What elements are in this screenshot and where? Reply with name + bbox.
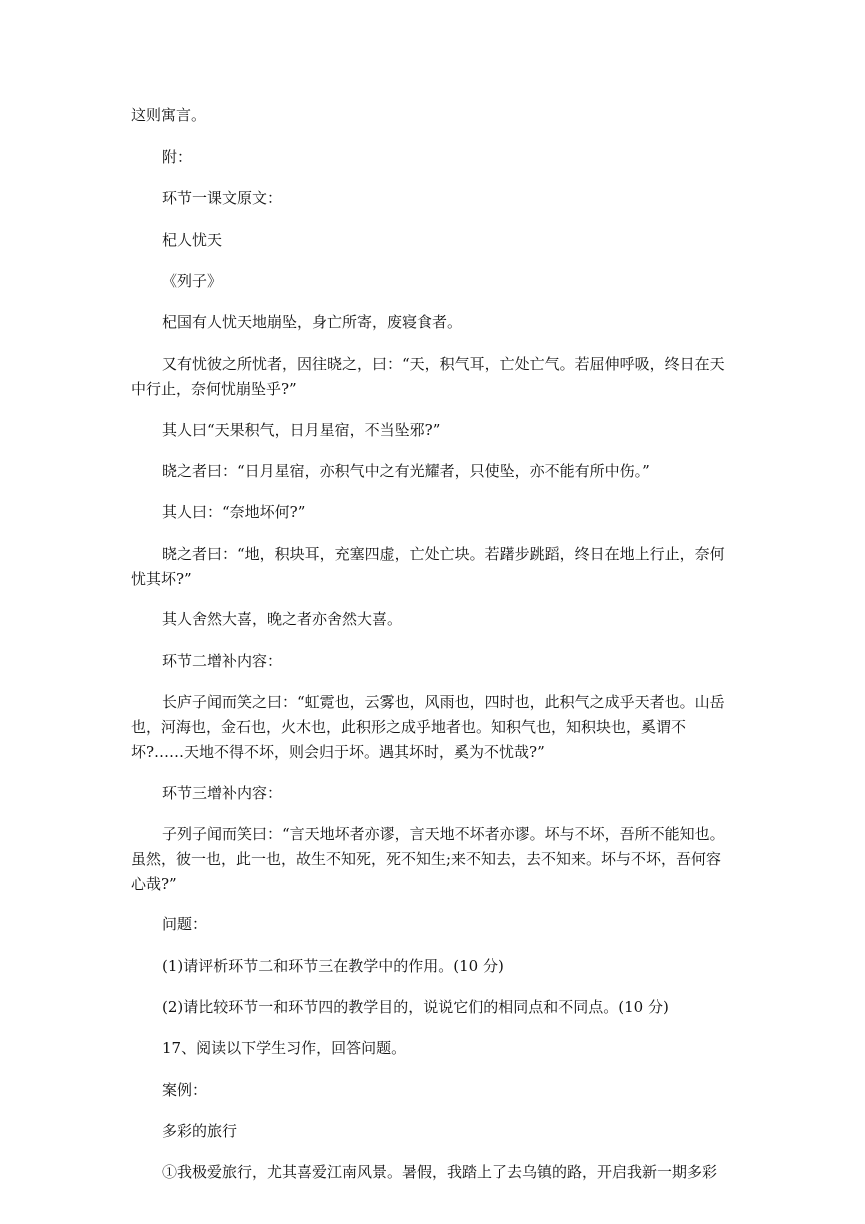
paragraph-question-1: (1)请评析环节二和环节三在教学中的作用。(10 分) <box>162 957 504 975</box>
paragraph-case-label: 案例： <box>162 1081 208 1099</box>
paragraph-text-1: 杞国有人忧天地崩坠，身亡所寄，废寝食者。 <box>162 313 463 331</box>
paragraph-text-7: 其人舍然大喜，晚之者亦舍然大喜。 <box>162 610 403 628</box>
paragraph-step3-heading: 环节三增补内容： <box>162 784 283 802</box>
paragraph-step2-content: 长庐子闻而笑之曰：“虹霓也，云雾也，风雨也，四时也，此积气之成乎天者也。山岳也，河海也，金石也，火木也，此积形之成乎地者也。知积气也，知积块也，奚谓不坏?……天地不得不坏，则会归于坏。遇其坏时，奚为不忧哉?” <box>131 693 725 761</box>
paragraph-question-2: (2)请比较环节一和环节四的教学目的，说说它们的相同点和不同点。(10 分) <box>162 998 669 1016</box>
paragraph-text-source: 《列子》 <box>162 272 223 290</box>
paragraph-step1-heading: 环节一课文原文： <box>162 189 283 207</box>
paragraph-item-17: 17、阅读以下学生习作，回答问题。 <box>162 1039 407 1057</box>
paragraph-text-3: 其人曰“天果积气，日月星宿，不当坠邪?” <box>162 421 441 439</box>
paragraph-step2-heading: 环节二增补内容： <box>162 652 283 670</box>
paragraph-text-2: 又有忧彼之所忧者，因往晓之，曰：“天，积气耳，亡处亡气。若屈伸呼吸，终日在天中行止，奈何忧崩坠乎?” <box>131 355 725 398</box>
paragraph-appendix-label: 附： <box>162 148 193 166</box>
paragraph-text-5: 其人曰：“奈地坏何?” <box>162 503 306 521</box>
paragraph-question-label: 问题： <box>162 915 208 933</box>
paragraph-fable-end: 这则寓言。 <box>131 106 207 124</box>
paragraph-essay-title: 多彩的旅行 <box>162 1122 238 1140</box>
paragraph-text-6: 晓之者曰：“地，积块耳，充塞四虚，亡处亡块。若躇步跳蹈，终日在地上行止，奈何忧其坏?” <box>131 545 725 588</box>
paragraph-text-title: 杞人忧天 <box>162 231 223 249</box>
paragraph-essay-1: ①我极爱旅行，尤其喜爱江南风景。暑假，我踏上了去乌镇的路，开启我新一期多彩 <box>162 1163 718 1181</box>
paragraph-step3-content: 子列子闻而笑曰：“言天地坏者亦谬，言天地不坏者亦谬。坏与不坏，吾所不能知也。虽然，彼一也，此一也，故生不知死，死不知生;来不知去，去不知来。坏与不坏，吾何容心哉?” <box>131 825 725 893</box>
paragraph-text-4: 晓之者曰：“日月星宿，亦积气中之有光耀者，只使坠，亦不能有所中伤。” <box>162 462 650 480</box>
